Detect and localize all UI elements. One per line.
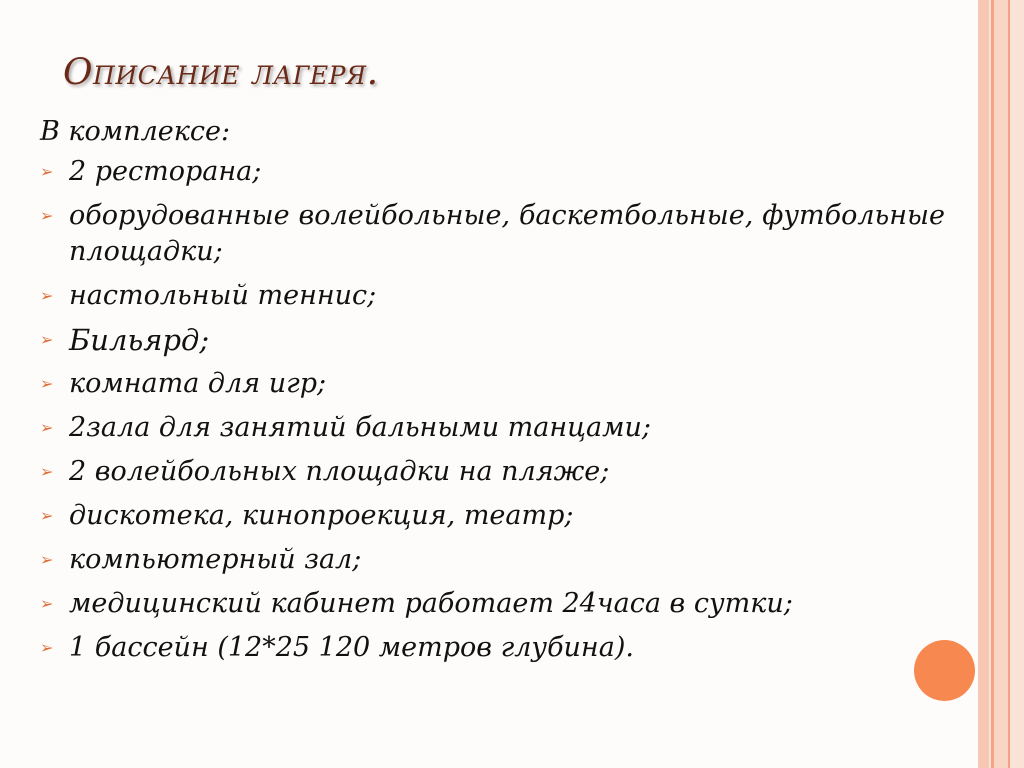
list-item [40,454,945,490]
intro-text: В комплексе: [40,116,231,147]
feature-list [40,154,945,666]
list-item-text: компьютерный зал; [69,544,362,575]
decorative-stripe [978,0,989,768]
slide-body [40,114,945,674]
arrow-bullet-icon: ➢ [40,162,54,181]
list-item-text: 2 волейбольных площадки на пляже; [69,456,610,487]
list-item-text: оборудованные волейбольные, баскетбольные, футбольные площадки; [69,200,945,267]
list-item [40,198,945,270]
arrow-bullet-icon: ➢ [40,506,54,525]
list-item-text: комната для игр; [69,368,327,399]
list-item [40,154,945,190]
list-item [40,498,945,534]
list-item-text: 1 бассейн (12*25 120 метров глубина). [69,632,634,663]
arrow-bullet-icon: ➢ [40,374,54,393]
list-item [40,586,945,622]
arrow-bullet-icon: ➢ [40,638,54,657]
list-item-text: Бильярд; [69,323,210,357]
arrow-bullet-icon: ➢ [40,550,54,569]
list-item-text: медицинский кабинет работает 24часа в сутки; [69,588,793,619]
decorative-stripe [994,0,1008,768]
list-item-text: 2 ресторана; [69,156,262,187]
list-item-text: 2зала для занятий бальными танцами; [69,412,651,443]
arrow-bullet-icon: ➢ [40,286,54,305]
list-item [40,322,945,358]
arrow-bullet-icon: ➢ [40,206,54,225]
accent-circle [914,640,975,701]
list-item [40,278,945,314]
list-item [40,542,945,578]
arrow-bullet-icon: ➢ [40,330,54,349]
list-item [40,630,945,666]
list-item-text: настольный теннис; [69,280,377,311]
list-item [40,366,945,402]
list-item-text: дискотека, кинопроекция, театр; [69,500,574,531]
arrow-bullet-icon: ➢ [40,594,54,613]
decorative-stripe [1010,0,1024,768]
slide-title: Описание лагеря. [63,52,379,93]
arrow-bullet-icon: ➢ [40,418,54,437]
list-item [40,410,945,446]
arrow-bullet-icon: ➢ [40,462,54,481]
